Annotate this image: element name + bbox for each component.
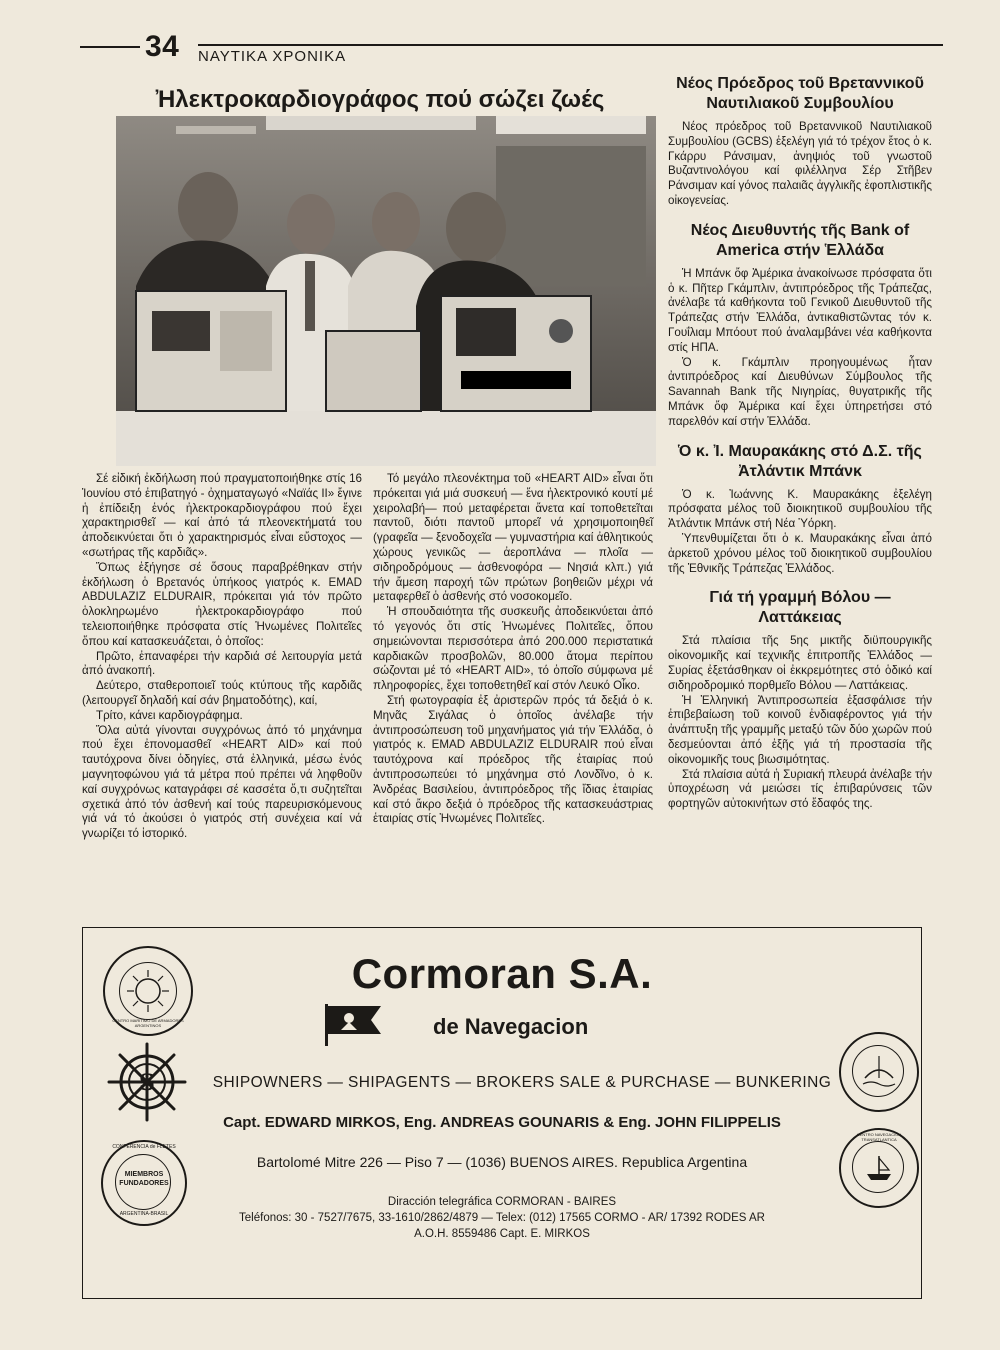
seal-text: MIEMBROS FUNDADORES (119, 1171, 169, 1187)
article-paragraph: Ὅλα αὐτά γίνονται συγχρόνως ἀπό τό μηχάνημα πού ἔχει ἐπονομασθεῖ «HEART AID» καί πού ταυτόχρονα δίνει ὁδηγίες, στά ἑλληνικά, μέσω ἑνός μαγνητοφώνου γιά τά μέτρα πού πρέπει νά ληφθοῦν καί συγχρόνως καταγράφει σέ κασσέτα ὅ,τι συζητεῖται σχετικά ἀπό τόν ἀσθενή καί τούς παρευρισκόμενους γιά νά τό ἀκούσει ὁ γιατρός στή συνέχεια καί νά γνωρίζει τό ἱστορικό. (82, 723, 362, 841)
seal-text: CENTRO MARITIMO DE ARMADORES ARGENTINOS (112, 1018, 184, 1028)
side-article (668, 74, 932, 209)
company-subtitle: de Navegacion (433, 1014, 589, 1039)
side-article (668, 588, 932, 812)
header-rule-right (198, 44, 943, 46)
aoh-line: A.O.H. 8559486 Capt. E. MIRKOS (414, 1228, 590, 1240)
article-paragraph: Στά πλαίσια τῆς 5ης μικτῆς διϋπουργικῆς οἰκονομικῆς καί τεχνικῆς ἐπιτροπῆς Ἑλλάδος — Συρίας ἐξετάσθηκαν οἱ ἐκκρεμότητες στό ὁδικό καί σιδηροδρομικό πορθμεῖο Βόλου — Λαττάκειας. (668, 634, 932, 692)
main-article-column-2 (373, 472, 653, 827)
header-rule-left (80, 46, 140, 48)
phones-line: Teléfonos: 30 - 7527/7675, 33-1610/2862/4879 — Telex: (012) 17565 CORMO - AR/ 17392 RODES AR (239, 1212, 765, 1224)
article-paragraph: Στή φωτογραφία ἐξ ἀριστερῶν πρός τά δεξιά ὁ κ. Μηνᾶς Σιγάλας ὁ ὁποῖος ἀνέλαβε τήν ἀντιπροσώπευση τοῦ μηχανήματος γιά τήν Ἑλλάδα, ὁ γιατρός κ. EMAD ABDULAZIZ ELDURAIR πού εἶναι ταυτόχρονα καί πρόεδρος τῆς ἑταιρίας πού ἀντιπροσωπεύει τό μηχάνημα στό Λονδῖνο, ὁ κ. Ἀνδρέας Βασιλείου, ἀντιπρόεδρος τῆς ἴδιας ἑταιρίας καί στό ἄκρο δεξιά ὁ πρόεδρος τῆς κατασκευάστριας ἑταιρίας στίς Ἡνωμένες Πολιτεῖες. (373, 693, 653, 826)
side-article (668, 442, 932, 577)
harbor-emblem-icon (841, 1034, 917, 1110)
services-line: SHIPOWNERS — SHIPAGENTS — BROKERS SALE & PURCHASE — BUNKERING (212, 1074, 832, 1091)
article-paragraph: Ἡ Μπάνκ ὄφ Ἀμέρικα ἀνακοίνωσε πρόσφατα ὅτι ὁ κ. Πῆτερ Γκάμπλιν, ἀντιπρόεδρος τῆς Τράπεζας, ἀνέλαβε τά καθήκοντα τοῦ Γενικοῦ Διευθυντοῦ τῆς Τράπεζας στήν Ἑλλάδα, ἀντικαθιστῶντας τόν κ. Γουΐλιαμ Μπόουτ πού ἀναλαμβάνει νέα καθήκοντα στίς ΗΠΑ. (668, 266, 932, 354)
main-article-column-1 (82, 472, 362, 842)
article-paragraph: Στά πλαίσια αὐτά ἡ Συριακή πλευρά ἀνέλαβε τήν ὑποχρέωση νά μειώσει τίς ἐπιβαρύνσεις τῶν φορτηγῶν αὐτοκινήτων στό ἔδαφός της. (668, 767, 932, 811)
side-article-title: Νέος Διευθυντής τῆς Bank of America στήν Ἑλλάδα (690, 221, 910, 259)
company-name: Cormoran S.A. (351, 950, 653, 997)
article-photo (116, 116, 656, 466)
publication-name: ΝΑΥΤΙΚΑ ΧΡΟΝΙΚΑ (198, 48, 347, 65)
article-paragraph: Τό μεγάλο πλεονέκτημα τοῦ «HEART AID» εἶναι ὅτι πρόκειται γιά μιά συσκευή — ἕνα ἠλεκτρονικό κουτί μέ χειρολαβή— πού μεταφέρεται ἄνετα καί τοποθετεῖται παντοῦ, διότι παντοῦ μπορεῖ νά χρησιμοποιηθεῖ (γραφεῖα — ξενοδοχεῖα — γυμναστήρια καί ἀθλητικούς χώρους γενικῶς — ἀεροπλάνα — πλοῖα — σιδηροδρόμους — ἀσθενοφόρα — Νησιά κλπ.) γιά τήν ἄμεση παροχή τῶν πρώτων βοηθειῶν μέχρι νά μεταφερθεῖ ὁ ἀσθενής στό νοσοκομεῖο. (373, 472, 653, 604)
side-article-title: Γιά τή γραμμή Βόλου — Λαττάκειας (709, 589, 891, 627)
seal-text: CENTRO NAVEGACION TRANSATLANTICA (856, 1132, 902, 1142)
side-article-title: Νέος Πρόεδρος τοῦ Βρεταννικοῦ Ναυτιλιακοῦ Συμβουλίου (676, 75, 924, 112)
photo-illustration (116, 116, 656, 466)
people-line: Capt. EDWARD MIRKOS, Eng. ANDREAS GOUNARIS & Eng. JOHN FILIPPELIS (223, 1114, 781, 1131)
article-paragraph: Τρίτο, κάνει καρδιογράφημα. (96, 708, 243, 722)
side-article (668, 221, 932, 430)
telegraph-line: Diracción telegráfica CORMORAN - BAIRES (387, 1196, 617, 1208)
seal-text: ARGENTINA-BRASIL (119, 1211, 169, 1217)
page-number: 34 (145, 30, 180, 63)
article-paragraph: Ὑπενθυμίζεται ὅτι ὁ κ. Μαυρακάκης εἶναι ἀπό ἀρκετοῦ χρόνου μέλος τοῦ διοικητικοῦ συμβουλίου τῆς Ἐθνικῆς Τράπεζας Ἑλλάδος. (668, 531, 932, 575)
article-paragraph: Πρῶτο, ἐπαναφέρει τήν καρδιά σέ λειτουργία μετά ἀπό ἀνακοπή. (82, 649, 362, 678)
article-paragraph: Δεύτερο, σταθεροποιεῖ τούς κτύπους τῆς καρδιᾶς (λειτουργεῖ δηλαδή καί σάν βηματοδότης), καί, (82, 679, 362, 707)
article-paragraph: Σέ εἰδική ἐκδήλωση πού πραγματοποιήθηκε στίς 16 Ἰουνίου στό ἐπιβατηγό - ὀχηματαγωγό «Ναϊάς ΙΙ» ἔγινε ἡ ἐπίδειξη ἑνός ἠλεκτροκαρδιογράφου πού ἔχει χαρακτηρισθεῖ — καί ἀπό τά πλεονεκτήματά του ἀποδεικνύεται ὅτι ὁ χαρακτηρισμός εἶναι εὔστοχος — «σωτήρας τῆς καρδιᾶς». (82, 472, 362, 559)
article-paragraph: Ὅπως ἐξήγησε σέ ὅσους παραβρέθηκαν στήν ἐκδήλωση ὁ Βρετανός ὑπήκοος γιατρός κ. EMAD ABDULAZIZ ELDURAIR, πρόκειται γιά τόν πρῶτο ὁλοκληρωμένο ἠλεκτροκαρδιογράφο πού τελειοποιήθηκε πρόσφατα στίς Ἡνωμένες Πολιτεῖες ὅπου καί κατασκευάζεται, ὁ ὁποῖος: (82, 560, 362, 648)
svg-text:S: S (139, 1070, 155, 1096)
flag-logo-icon (323, 1000, 385, 1048)
article-paragraph: Ὁ κ. Ἰωάννης Κ. Μαυρακάκης ἐξελέγη πρόσφατα μέλος τοῦ διοικητικοῦ συμβουλίου τῆς Ἀτλάντικ Μπάνκ στή Νέα Ὑόρκη. (668, 487, 932, 531)
article-paragraph: Ἡ σπουδαιότητα τῆς συσκευῆς ἀποδεικνύεται ἀπό τό γεγονός ὅτι στίς Ἡνωμένες Πολιτεῖες, ὅπου σημειώνονται περισσότερα ἀπό 200.000 περιστατικά καρδιακῶν προσβολῶν, 80.000 ἄτομα περίπου σώζονται μέ τό «HEART AID», τό ὁποῖο σύμφωνα μέ πληροφορίες, ἔχει τοποθετηθεῖ καί στόν Λευκό Οἶκο. (373, 605, 653, 693)
main-headline: Ἠλεκτροκαρδιογράφος πού σώζει ζωές (155, 86, 605, 113)
side-article-title: Ὁ κ. Ἰ. Μαυρακάκης στό Δ.Σ. τῆς Ἀτλάντικ Μπάνκ (678, 442, 922, 480)
article-paragraph: Νέος πρόεδρος τοῦ Βρεταννικοῦ Ναυτιλιακοῦ Συμβουλίου (GCBS) ἐξελέγη γιά τό τρέχον ἔτος ὁ κ. Γκάρρυ Ράνσιμαν, ἀνηψιός τοῦ γνωστοῦ Βυζαντινολόγου καί φιλέλληνα Σέρ Στῆβεν Ράνσιμαν καί γόνος παλαιᾶς ἀγγλικῆς ἐφοπλιστικῆς οἰκογενείας. (668, 120, 932, 207)
maritime-center-seal (839, 1032, 919, 1112)
advertisement (82, 927, 922, 1299)
side-column (668, 74, 932, 812)
address-line: Bartolomé Mitre 226 — Piso 7 — (1036) BUENOS AIRES. Republica Argentina (256, 1154, 748, 1170)
article-paragraph: Ὁ κ. Γκάμπλιν προηγουμένως ἦταν ἀντιπρόεδρος καί Διευθύνων Σύμβουλος τῆς Savannah Bank τῆς Νιγηρίας, θυγατρικῆς τῆς Μπάνκ ὄφ Ἀμέρικα καί ἔχει ὑπηρετήσει στό παρελθόν καί στήν Ἑλλάδα. (668, 355, 932, 428)
article-paragraph: Ἡ Ἑλληνική Ἀντιπροσωπεία ἐξασφάλισε τήν ἐπιβεβαίωση τοῦ κοινοῦ ἐνδιαφέροντος γιά τήν ἀνάπτυξη τῆς γραμμῆς μεταξύ τῶν δύο χωρῶν πού δεσμεύονται ἀπό ἐξῆς γιά τή προστασία τῆς οἰκονομικῆς τους βιωσιμότητας. (668, 693, 932, 766)
seal-text: CONFERENCIA de FLETES (112, 1144, 176, 1150)
